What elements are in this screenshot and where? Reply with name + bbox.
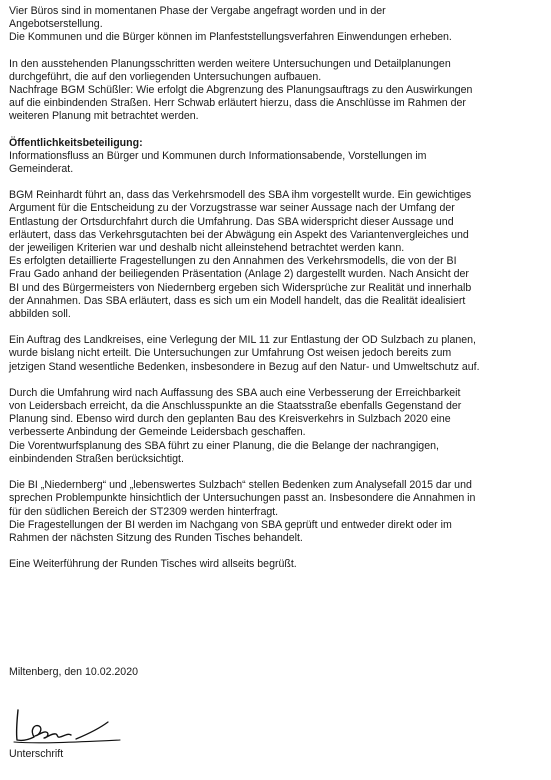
text-line: Angebotserstellung. [9,18,103,31]
text-line: wurde bislang nicht erteilt. Die Untersuchungen zur Umfahrung Ost weisen jedoch bereits zum [9,347,452,360]
text-line: BI und des Bürgermeisters von Niedernberg ergeben sich Widersprüche zur Realität und innerhalb [9,281,472,294]
signature-label: Unterschrift [9,748,64,760]
text-line: erläutert, dass das Verkehrsgutachten bei der Abwägung ein Aspekt des Variantenvergleiches und [9,228,469,241]
paragraph [9,479,545,545]
text-line: Es erfolgten detaillierte Fragestellungen zu den Annahmen des Verkehrsmodells, die von der BI [9,255,457,268]
text-line: Gemeinderat. [9,163,74,176]
paragraph [9,137,545,177]
text-line: abbilden soll. [9,308,71,321]
text-line: Frau Gado anhand der beiliegenden Präsentation (Anlage 2) dargestellt wurden. Nach Ansicht der [9,268,469,281]
text-line: jetzigen Stand wesentliche Bedenken, insbesondere in Bezug auf den Natur- und Umweltschutz auf. [9,360,480,373]
text-line: Rahmen der nächsten Sitzung des Runden Tisches behandelt. [9,531,303,544]
text-line: Durch die Umfahrung wird nach Auffassung des SBA auch eine Verbesserung der Erreichbarkeit [9,386,461,399]
handwritten-signature [8,702,128,746]
paragraph [9,558,545,571]
paragraph [9,5,545,45]
text-line: Ein Auftrag des Landkreises, eine Verlegung der MIL 11 zur Entlastung der OD Sulzbach zu planen, [9,334,476,347]
text-line: Entlastung der Ortsdurchfahrt durch die Umfahrung. Das SBA widerspricht dieser Aussage und [9,215,454,228]
text-line: Die BI „Niedernberg“ und „lebenswertes Sulzbach“ stellen Bedenken zum Analysefall 2015 dar und [9,479,472,492]
text-line: von Leidersbach erreicht, da die Anschlusspunkte an die Staatsstraße ebenfalls Gegenstand der [9,400,462,413]
paragraph [9,58,545,124]
text-line: Planung sind. Ebenso wird durch den geplanten Bau des Kreisverkehrs in Sulzbach 2020 eine [9,413,451,426]
text-line: Die Vorentwurfsplanung des SBA führt zu einer Planung, die die Belange der nachrangigen, [9,439,439,452]
section-heading: Öffentlichkeitsbeteiligung: [9,136,143,149]
date-line: Miltenberg, den 10.02.2020 [9,666,138,678]
text-line: auf die einbindenden Straßen. Herr Schwab erläutert hierzu, dass die Anschlüsse im Rahmen der [9,97,466,110]
text-line: verbesserte Anbindung der Gemeinde Leidersbach geschaffen. [9,426,306,439]
text-line: der Annahmen. Das SBA erläutert, dass es sich um ein Modell handelt, das die Realität idealisiert [9,294,466,307]
text-line: Informationsfluss an Bürger und Kommunen durch Informationsabende, Vorstellungen im [9,149,427,162]
text-line: In den ausstehenden Planungsschritten werden weitere Untersuchungen und Detailplanungen [9,57,451,70]
text-line: für den südlichen Bereich der ST2309 werden hinterfragt. [9,505,279,518]
paragraph [9,387,545,466]
text-line: Nachfrage BGM Schüßler: Wie erfolgt die Abgrenzung des Planungsauftrags zu den Auswirkungen [9,84,473,97]
text-line: Vier Büros sind in momentanen Phase der Vergabe angefragt worden und in der [9,5,386,17]
paragraph [9,189,545,321]
text-line: der jeweiligen Kriterien war und deshalb nicht alleinstehend betrachtet werden kann. [9,242,405,255]
text-line: Eine Weiterführung der Runden Tisches wird allseits begrüßt. [9,558,297,571]
document-body [9,5,545,584]
text-line: weiteren Planung mit betrachtet werden. [9,110,199,123]
text-line: Die Fragestellungen der BI werden im Nachgang von SBA geprüft und entweder direkt oder im [9,518,452,531]
text-line: durchgeführt, die auf den vorliegenden Untersuchungen aufbauen. [9,70,322,83]
text-line: Die Kommunen und die Bürger können im Planfeststellungsverfahren Einwendungen erheben. [9,31,452,44]
text-line: einbindenden Straßen berücksichtigt. [9,452,184,465]
text-line: sprechen Problempunkte hinsichtlich der Untersuchungen passt an. Insbesondere die Annahmen in [9,492,476,505]
paragraph [9,334,545,374]
text-line: Argument für die Entscheidung zu der Vorzugstrasse war seiner Aussage nach der Umfang der [9,202,455,215]
text-line: BGM Reinhardt führt an, dass das Verkehrsmodell des SBA ihm vorgestellt wurde. Ein gewichtiges [9,189,472,202]
